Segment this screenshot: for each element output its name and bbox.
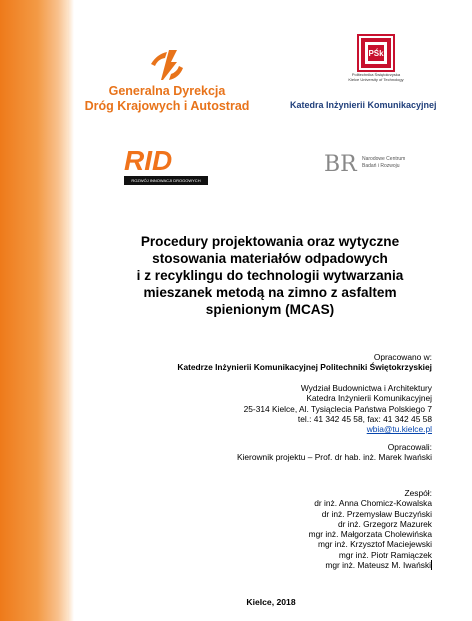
- ncbr-name-line2: Badań i Rozwoju: [362, 163, 400, 169]
- team-member: mgr inż. Mateusz M. Iwański: [325, 560, 431, 571]
- title-line: mieszanek metodą na zimno z asfaltem: [143, 285, 397, 300]
- department-title: Katedra Inżynierii Komunikacyjnej: [290, 100, 437, 110]
- ncbr-logo: [324, 152, 434, 180]
- team-member: dr inż. Przemysław Buczyński: [321, 508, 432, 519]
- psk-crest-text: PŚk: [368, 49, 384, 58]
- project-lead: Kierownik projektu – Prof. dr hab. inż. Marek Iwański: [236, 452, 432, 463]
- address-street: 25-314 Kielce, Al. Tysiąclecia Państwa Polskiego 7: [243, 403, 432, 414]
- gddkia-name-line2: Dróg Krajowych i Autostrad: [84, 99, 250, 113]
- psk-caption-pl: Politechnika Świętokrzyska: [351, 72, 401, 77]
- team-member: dr inż. Anna Chomicz-Kowalska: [314, 498, 432, 509]
- gddkia-logo: [72, 44, 262, 114]
- address-department: Katedra Inżynierii Komunikacyjnej: [306, 393, 432, 404]
- psk-logo: [346, 34, 406, 82]
- title-line: stosowania materiałów odpadowych: [152, 251, 388, 266]
- prepared-block: [177, 352, 432, 373]
- orange-side-band: [0, 0, 68, 621]
- team-member: mgr inż. Krzysztof Maciejewski: [317, 539, 432, 550]
- address-faculty: Wydział Budownictwa i Architektury: [300, 383, 432, 393]
- address-phone: tel.: 41 342 45 58, fax: 41 342 45 58: [297, 413, 432, 424]
- rid-wordmark: RID: [124, 145, 173, 176]
- email-link[interactable]: wbia@tu.kielce.pl: [366, 424, 432, 435]
- address-block: [244, 383, 432, 434]
- psk-crest-icon: [357, 34, 395, 72]
- ncbr-name-line1: Narodowe Centrum: [362, 156, 406, 162]
- document-title: [100, 233, 440, 318]
- team-label: Zespół:: [404, 488, 432, 498]
- team-member: dr inż. Grzegorz Mazurek: [337, 518, 432, 529]
- prepared-institution: Katedrze Inżynierii Komunikacyjnej Politechniki Świętokrzyskiej: [177, 362, 432, 373]
- place-and-year: Kielce, 2018: [246, 597, 296, 607]
- authors-label: Opracowali:: [387, 442, 432, 452]
- team-block: [309, 488, 432, 570]
- team-member: mgr inż. Piotr Ramiączek: [338, 549, 432, 560]
- rid-logo: [124, 147, 208, 185]
- title-line: spienionym (MCAS): [205, 302, 335, 317]
- psk-caption-en: Kielce University of Technology: [348, 77, 404, 82]
- gddkia-emblem-icon: [147, 44, 187, 84]
- prepared-label: Opracowano w:: [373, 352, 432, 362]
- rid-tagline: ROZWÓJ INNOWACJI DROGOWYCH: [124, 176, 208, 185]
- authors-block: [237, 442, 432, 463]
- gddkia-name-line1: Generalna Dyrekcja: [108, 84, 226, 98]
- title-line: Procedury projektowania oraz wytyczne: [140, 234, 400, 249]
- ncbr-mark-icon: BR: [324, 152, 357, 177]
- title-line: i z recyklingu do technologii wytwarzania: [136, 268, 404, 283]
- team-member: mgr inż. Małgorzata Cholewińska: [308, 529, 432, 540]
